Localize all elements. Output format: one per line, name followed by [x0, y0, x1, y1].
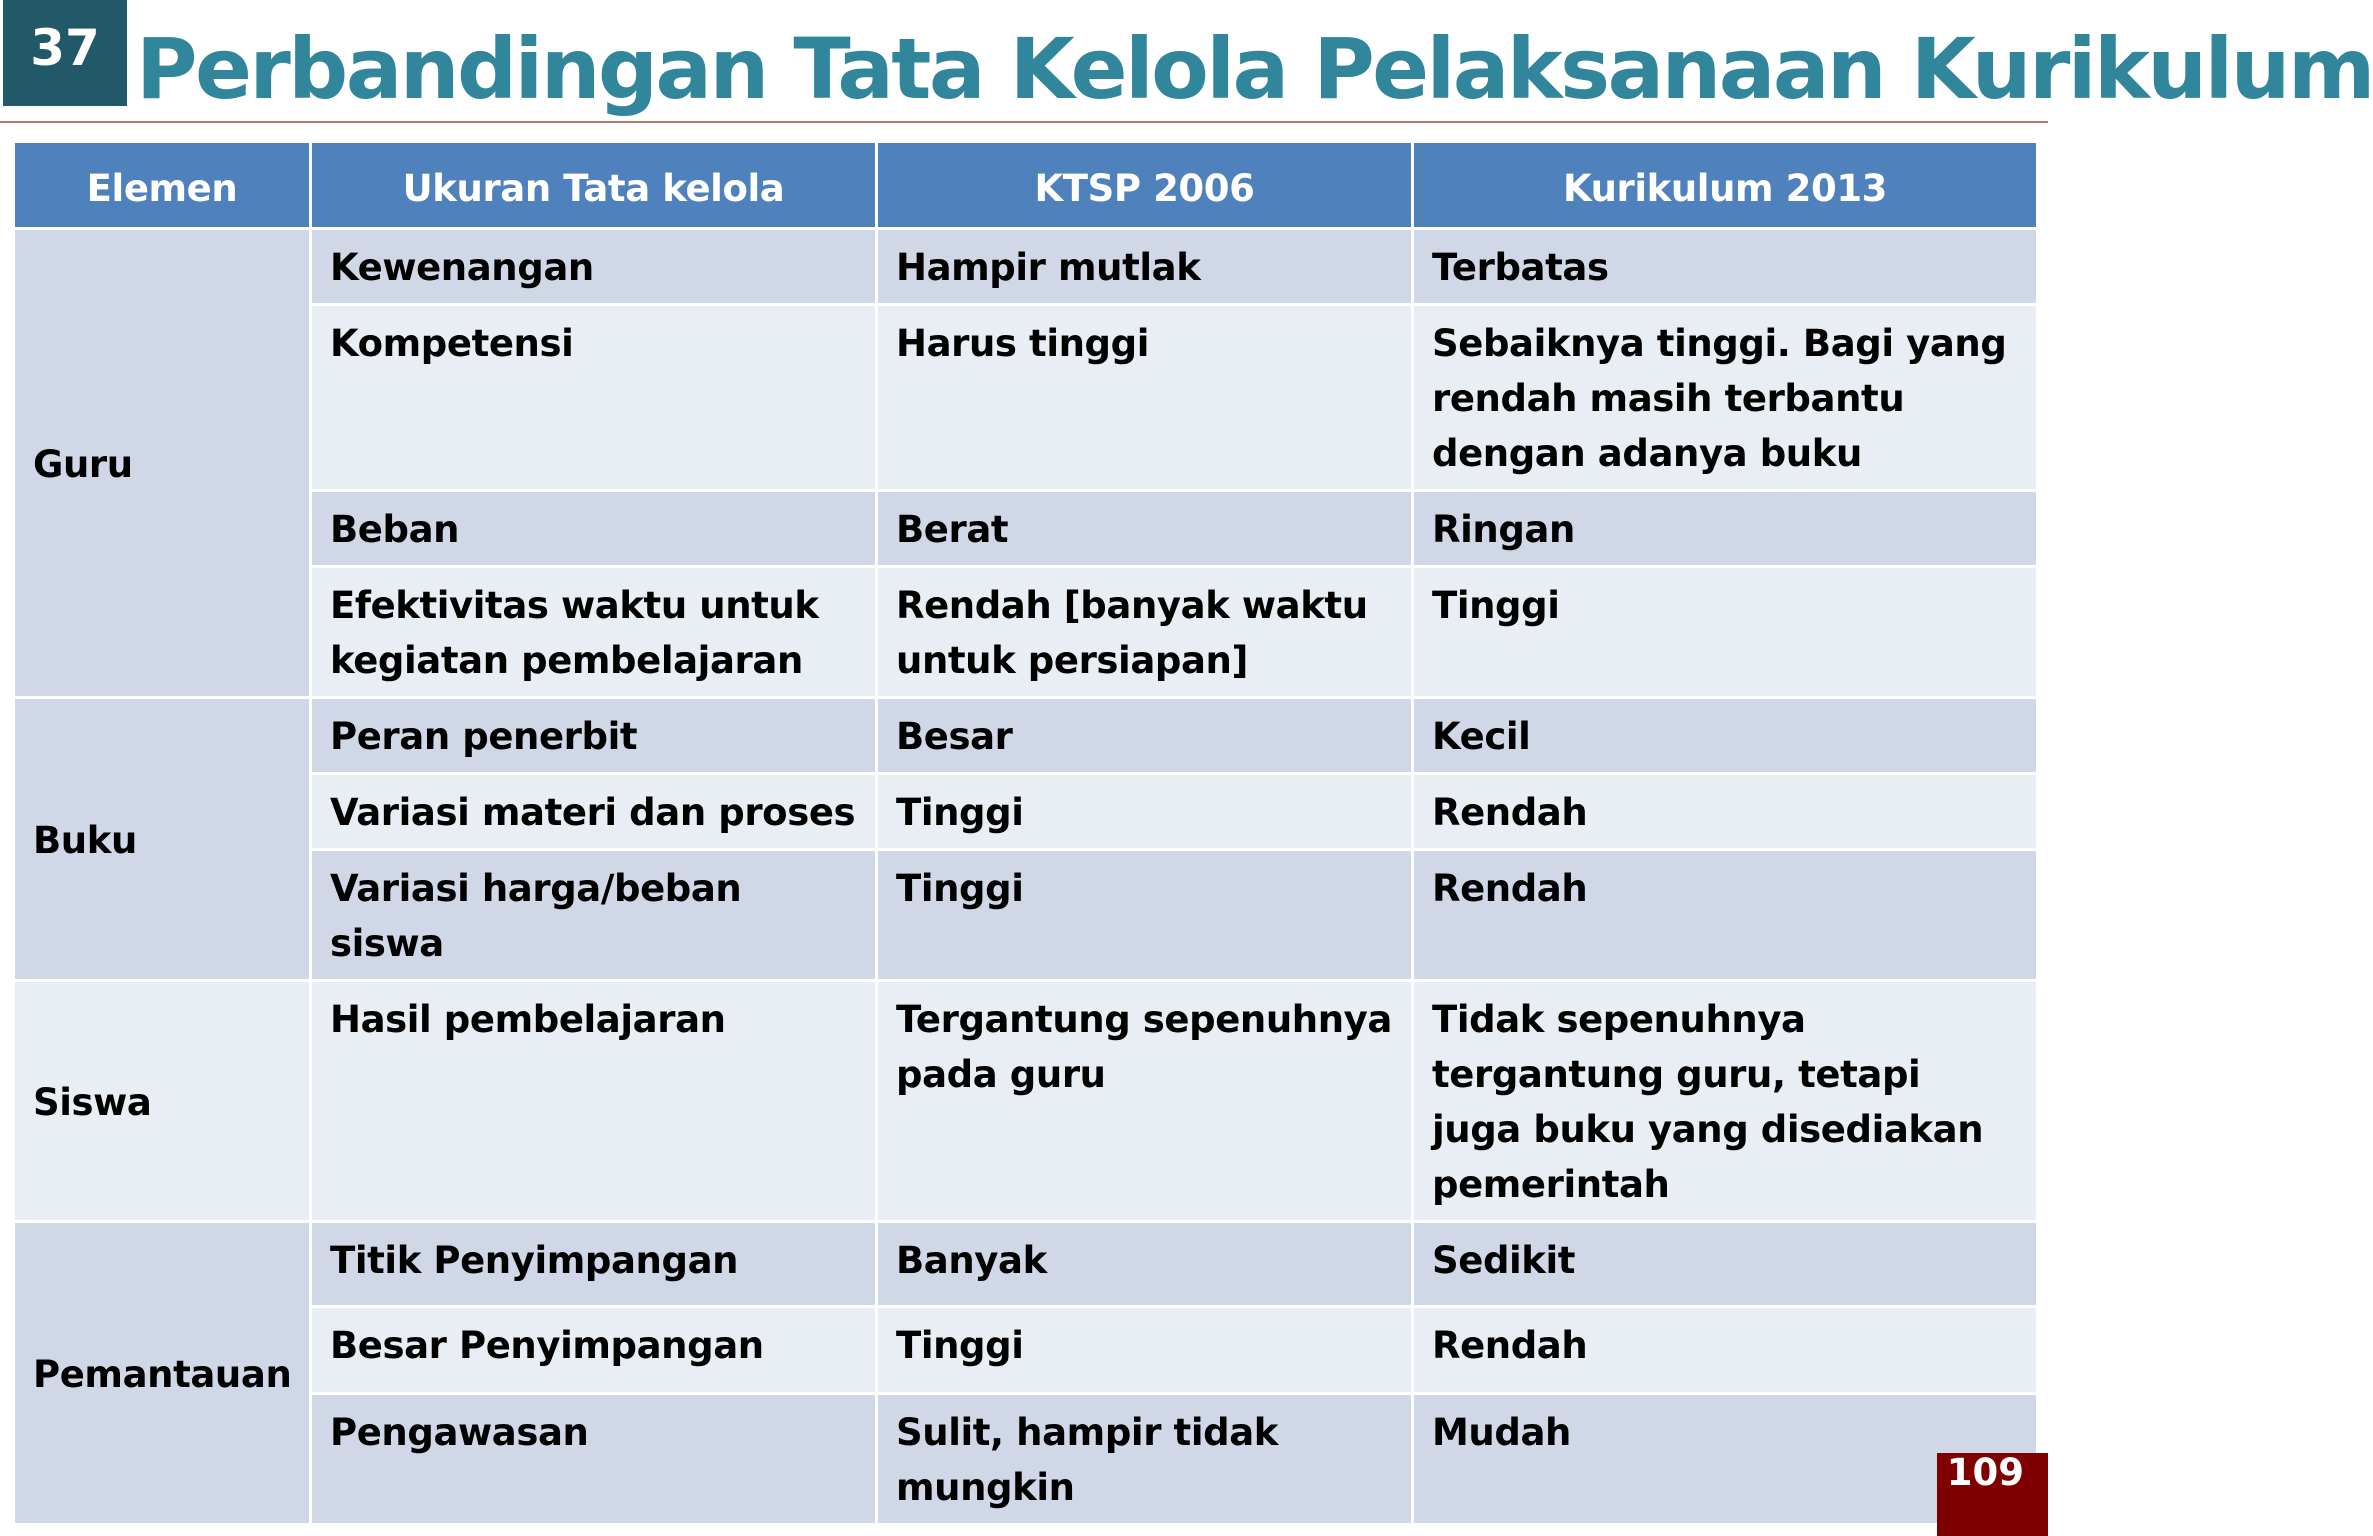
- ktsp-cell: Harus tinggi: [877, 305, 1413, 491]
- k13-cell: Mudah: [1413, 1394, 2038, 1525]
- header-elemen: Elemen: [14, 142, 311, 229]
- measure-cell: Titik Penyimpangan: [311, 1222, 877, 1307]
- k13-cell: Sedikit: [1413, 1222, 2038, 1307]
- comparison-table: [12, 140, 2039, 1526]
- title-divider: [0, 121, 2048, 123]
- k13-cell: Terbatas: [1413, 229, 2038, 305]
- measure-cell: Pengawasan: [311, 1394, 877, 1525]
- measure-cell: Kompetensi: [311, 305, 877, 491]
- table-row: [14, 850, 2038, 981]
- header-ukuran-tata-kelola: Ukuran Tata kelola: [311, 142, 877, 229]
- ktsp-cell: Berat: [877, 491, 1413, 567]
- table-row: [14, 1222, 2038, 1307]
- ktsp-cell: Rendah [banyak waktu untuk persiapan]: [877, 567, 1413, 698]
- measure-cell: Variasi materi dan proses: [311, 774, 877, 850]
- k13-cell: Tinggi: [1413, 567, 2038, 698]
- measure-cell: Besar Penyimpangan: [311, 1307, 877, 1394]
- k13-cell: Sebaiknya tinggi. Bagi yang rendah masih terbantu dengan adanya buku: [1413, 305, 2038, 491]
- element-cell-pemantauan: Pemantauan: [14, 1222, 311, 1525]
- table-row: [14, 981, 2038, 1222]
- ktsp-cell: Tinggi: [877, 774, 1413, 850]
- element-cell-guru: Guru: [14, 229, 311, 698]
- ktsp-cell: Besar: [877, 698, 1413, 774]
- table-row: [14, 774, 2038, 850]
- measure-cell: Hasil pembelajaran: [311, 981, 877, 1222]
- ktsp-cell: Banyak: [877, 1222, 1413, 1307]
- header-kurikulum-2013: Kurikulum 2013: [1413, 142, 2038, 229]
- table-row: [14, 567, 2038, 698]
- measure-cell: Kewenangan: [311, 229, 877, 305]
- table-row: [14, 491, 2038, 567]
- k13-cell: Rendah: [1413, 850, 2038, 981]
- ktsp-cell: Tinggi: [877, 850, 1413, 981]
- header-ktsp-2006: KTSP 2006: [877, 142, 1413, 229]
- ktsp-cell: Tergantung sepenuhnya pada guru: [877, 981, 1413, 1222]
- table-row: [14, 1307, 2038, 1394]
- measure-cell: Efektivitas waktu untuk kegiatan pembelajaran: [311, 567, 877, 698]
- table-row: [14, 305, 2038, 491]
- page-number-badge: 109: [1937, 1453, 2048, 1536]
- k13-cell: Ringan: [1413, 491, 2038, 567]
- table-row: [14, 698, 2038, 774]
- element-cell-buku: Buku: [14, 698, 311, 981]
- table-row: [14, 1394, 2038, 1525]
- measure-cell: Variasi harga/beban siswa: [311, 850, 877, 981]
- slide-title: Perbandingan Tata Kelola Pelaksanaan Kurikulum: [136, 20, 2373, 118]
- k13-cell: Kecil: [1413, 698, 2038, 774]
- ktsp-cell: Hampir mutlak: [877, 229, 1413, 305]
- k13-cell: Rendah: [1413, 774, 2038, 850]
- element-cell-siswa: Siswa: [14, 981, 311, 1222]
- k13-cell: Rendah: [1413, 1307, 2038, 1394]
- measure-cell: Peran penerbit: [311, 698, 877, 774]
- k13-cell: Tidak sepenuhnya tergantung guru, tetapi juga buku yang disediakan pemerintah: [1413, 981, 2038, 1222]
- table-row: [14, 229, 2038, 305]
- slide-number-badge: 37: [3, 0, 127, 106]
- table-header-row: [14, 142, 2038, 229]
- ktsp-cell: Sulit, hampir tidak mungkin: [877, 1394, 1413, 1525]
- measure-cell: Beban: [311, 491, 877, 567]
- ktsp-cell: Tinggi: [877, 1307, 1413, 1394]
